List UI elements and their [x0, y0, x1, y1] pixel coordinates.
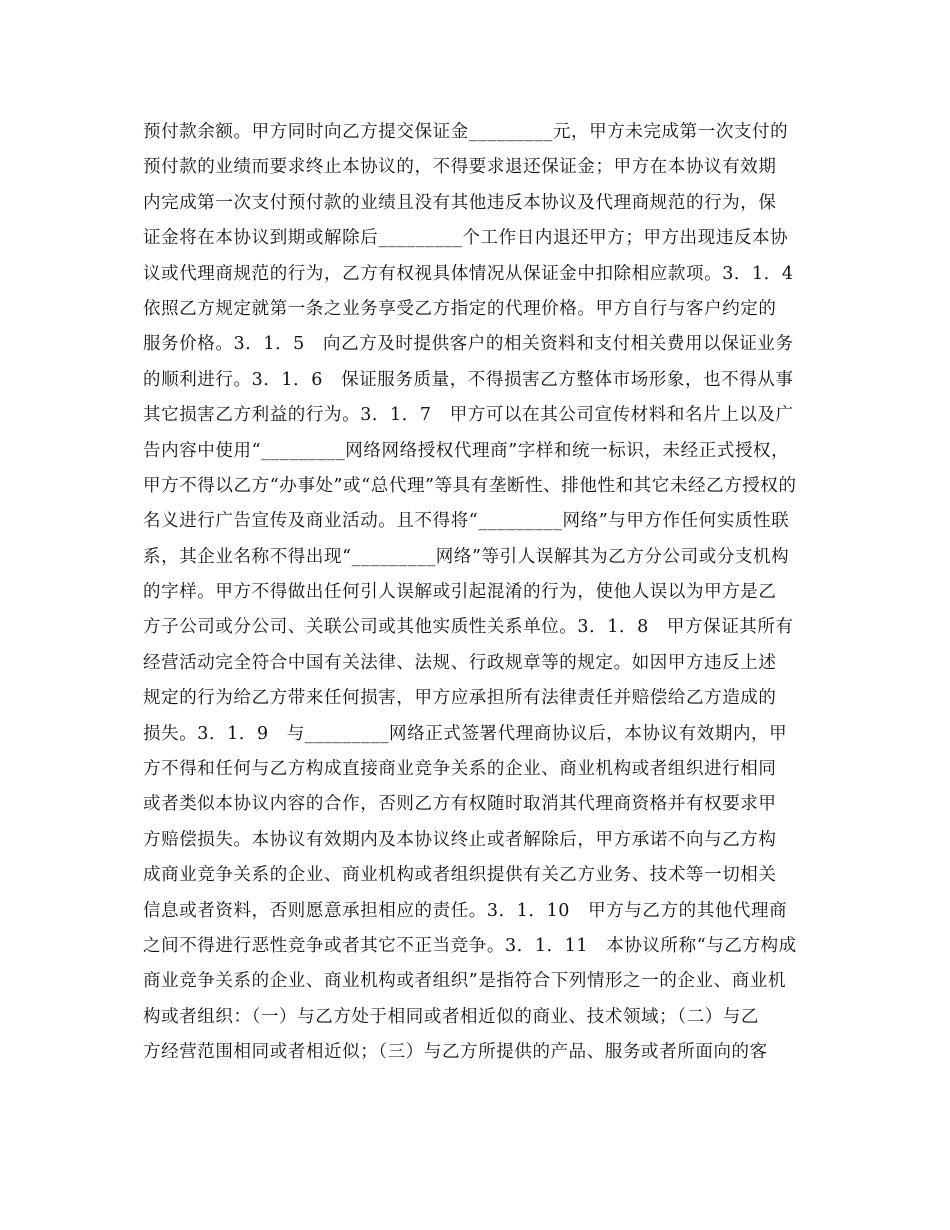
text-line: 依照乙方规定就第一条之业务享受乙方指定的代理价格。甲方自行与客户约定的 [143, 298, 777, 319]
text-line: 方子公司或分公司、关联公司或其他实质性关系单位。3．1．8 甲方保证其所有 [143, 617, 794, 638]
text-line: 方不得和任何与乙方构成直接商业竞争关系的企业、商业机构或者组织进行相同 [143, 759, 777, 780]
text-line: 内完成第一次支付预付款的业绩且没有其他违反本协议及代理商规范的行为，保 [143, 192, 777, 213]
text-line: 其它损害乙方利益的行为。3．1．7 甲方可以在其公司宣传材料和名片上以及广 [143, 405, 794, 426]
text-line: 的顺利进行。3．1．6 保证服务质量，不得损害乙方整体市场形象，也不得从事 [143, 369, 794, 390]
text-line: 预付款余额。甲方同时向乙方提交保证金_________元，甲方未完成第一次支付的 [143, 122, 789, 142]
text-line: 告内容中使用“_________网络网络授权代理商”字样和统一标识，未经正式授权， [143, 440, 790, 461]
contract-body-text [143, 115, 808, 1071]
text-line: 经营活动完全符合中国有关法律、法规、行政规章等的规定。如因甲方违反上述 [143, 652, 777, 673]
text-line: 预付款的业绩而要求终止本协议的，不得要求退还保证金；甲方在本协议有效期 [143, 157, 777, 178]
text-line: 证金将在本协议到期或解除后_________个工作日内退还甲方；甲方出现违反本协 [143, 228, 789, 249]
text-line: 构或者组织：（一）与乙方处于相同或者相近似的商业、技术领域；（二）与乙 [143, 1006, 759, 1027]
text-line: 服务价格。3．1．5 向乙方及时提供客户的相关资料和支付相关费用以保证业务 [143, 334, 794, 355]
text-line: 方赔偿损失。本协议有效期内及本协议终止或者解除后，甲方承诺不向与乙方构 [143, 829, 777, 850]
text-line: 信息或者资料，否则愿意承担相应的责任。3．1．10 甲方与乙方的其他代理商 [143, 900, 788, 921]
text-line: 规定的行为给乙方带来任何损害，甲方应承担所有法律责任并赔偿给乙方造成的 [143, 688, 777, 709]
text-line: 议或代理商规范的行为，乙方有权视具体情况从保证金中扣除相应款项。3．1．4 [143, 263, 794, 284]
text-line: 成商业竞争关系的企业、商业机构或者组织提供有关乙方业务、技术等一切相关 [143, 865, 777, 886]
text-line: 之间不得进行恶性竞争或者其它不正当竞争。3．1．11 本协议所称“与乙方构成 [143, 935, 797, 956]
text-line: 损失。3．1．9 与_________网络正式签署代理商协议后，本协议有效期内，甲 [143, 723, 788, 744]
text-line: 或者类似本协议内容的合作，否则乙方有权随时取消其代理商资格并有权要求甲 [143, 794, 777, 815]
text-line: 方经营范围相同或者相近似；（三）与乙方所提供的产品、服务或者所面向的客 [143, 1042, 768, 1063]
text-line: 商业竞争关系的企业、商业机构或者组织”是指符合下列情形之一的企业、商业机 [143, 971, 787, 992]
text-line: 甲方不得以乙方“办事处”或“总代理”等具有垄断性、排他性和其它未经乙方授权的 [143, 475, 797, 496]
text-line: 名义进行广告宣传及商业活动。且不得将“_________网络”与甲方作任何实质性联 [143, 511, 790, 532]
text-line: 的字样。甲方不得做出任何引人误解或引起混淆的行为，使他人误以为甲方是乙 [143, 582, 777, 603]
text-line: 系，其企业名称不得出现“_________网络”等引人误解其为乙方分公司或分支机构 [143, 546, 790, 567]
